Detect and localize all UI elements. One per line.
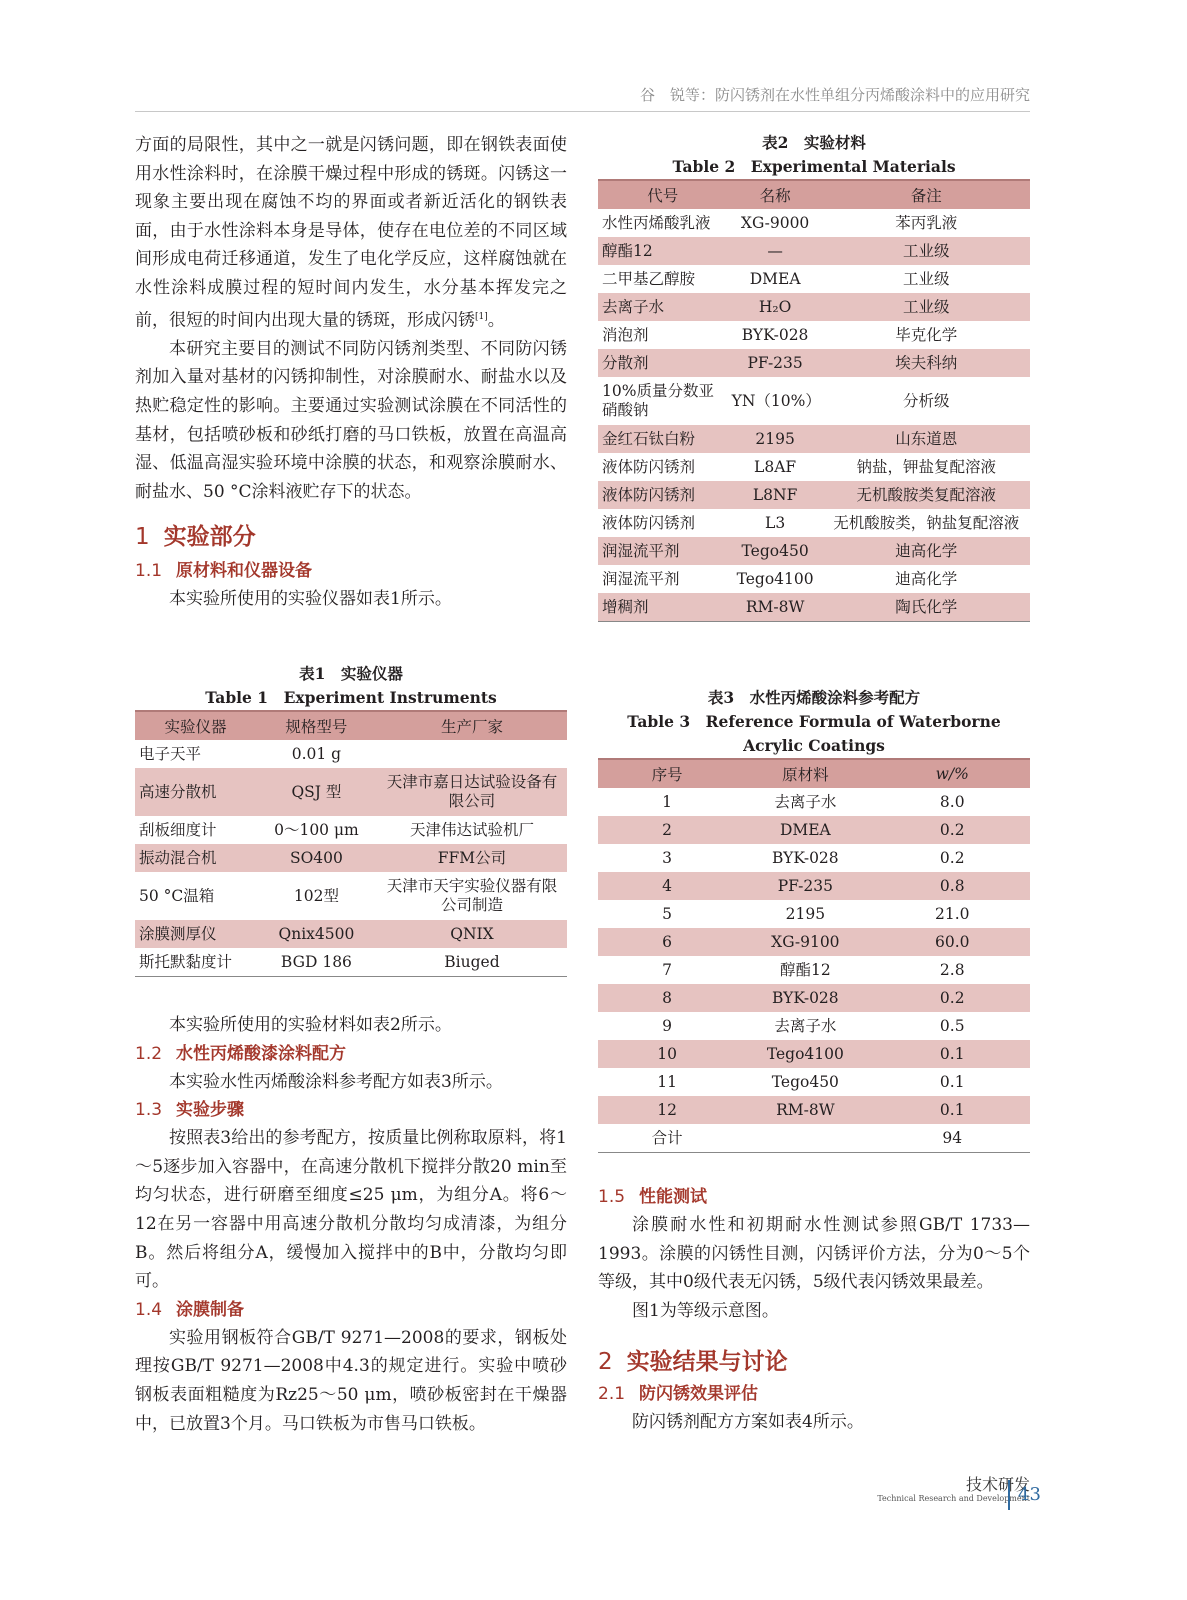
left-column-bottom xyxy=(135,1011,567,1438)
table-row xyxy=(598,900,1030,928)
table-cell: 去离子水 xyxy=(774,1016,837,1035)
right-column-bottom xyxy=(598,1183,1030,1437)
table-cell: DMEA xyxy=(749,269,801,288)
table-cell: 山东道恩 xyxy=(823,425,1030,453)
page-number: 43 xyxy=(1008,1480,1041,1510)
table-row xyxy=(598,565,1030,593)
table-row xyxy=(598,293,1030,321)
footer-section-cn: 技术研发 xyxy=(965,1475,1030,1494)
paragraph-table3-ref: 本实验水性丙烯酸涂料参考配方如表3所示。 xyxy=(169,1071,503,1092)
table-cell: 液体防闪锈剂 xyxy=(598,481,728,509)
table-cell: RM-8W xyxy=(736,1096,874,1124)
table-2-caption-en: Table 2 Experimental Materials xyxy=(672,157,956,176)
table-2-caption-cn: 表2 实验材料 xyxy=(762,133,866,152)
table-cell: 埃夫科纳 xyxy=(823,349,1030,377)
table-cell: 电子天平 xyxy=(139,744,202,763)
table-cell: 0.8 xyxy=(874,872,1030,900)
table-header: 实验仪器 xyxy=(135,711,256,740)
table-cell: BGD 186 xyxy=(280,952,352,971)
table-row xyxy=(598,984,1030,1012)
table-cell xyxy=(377,740,567,768)
table-cell: 合计 xyxy=(651,1128,683,1147)
table-cell: 分析级 xyxy=(903,391,950,410)
table-cell: 钠盐，钾盐复配溶液 xyxy=(856,457,997,476)
table-cell: 工业级 xyxy=(903,269,950,288)
table-cell: 50 °C温箱 xyxy=(139,886,215,905)
table-cell: PF-235 xyxy=(736,872,874,900)
paragraph-table2-ref: 本实验所使用的实验材料如表2所示。 xyxy=(169,1015,452,1035)
section-1-1-heading: 1.1 原材料和仪器设备 xyxy=(135,561,313,582)
table-row xyxy=(598,349,1030,377)
table-cell: 0.01 g xyxy=(291,744,342,763)
section-1-3-heading: 1.3 实验步骤 xyxy=(135,1100,245,1121)
table-cell: 无机酸胺类复配溶液 xyxy=(823,481,1030,509)
table-row xyxy=(135,816,567,844)
table-cell: 刮板细度计 xyxy=(139,820,217,839)
table-cell: 21.0 xyxy=(934,904,970,923)
table-cell: Biuged xyxy=(444,952,500,971)
table-cell: — xyxy=(728,237,823,265)
table-cell: 3 xyxy=(662,848,673,867)
table-cell: L3 xyxy=(765,513,786,532)
table-cell: 5 xyxy=(662,904,673,923)
table-cell: 0.1 xyxy=(874,1096,1030,1124)
table-cell: 0.2 xyxy=(874,816,1030,844)
table-cell: 2 xyxy=(598,816,736,844)
table-cell: 11 xyxy=(657,1072,677,1091)
table-cell: 振动混合机 xyxy=(135,844,256,872)
table-row xyxy=(598,844,1030,872)
table-cell: 60.0 xyxy=(874,928,1030,956)
table-header: 生产厂家 xyxy=(377,711,567,740)
table-cell: Tego4100 xyxy=(736,569,814,588)
table-cell: 去离子水 xyxy=(774,792,837,811)
table-row xyxy=(598,593,1030,622)
table-cell: 涂膜测厚仪 xyxy=(135,920,256,948)
paragraph-performance: 涂膜耐水性和初期耐水性测试参照GB/T 1733—1993。涂膜的闪锈性目测，闪锈评价方法，分为0～5个等级，其中0级代表无闪锈，5级代表闪锈效果最差。 xyxy=(598,1215,1030,1293)
table-cell: 迪高化学 xyxy=(823,537,1030,565)
paragraph-procedure: 按照表3给出的参考配方，按质量比例称取原料，将1～5逐步加入容器中，在高速分散机下搅拌分散20 min至均匀状态，进行研磨至细度≤25 μm，为组分A。将6～12在另一容器中用高速分散机分散均匀成清漆，为组分B。然后将组分A，缓慢加入搅拌中的B中，分散均匀即可。 xyxy=(135,1128,567,1292)
table-cell: 高速分散机 xyxy=(135,768,256,816)
table-cell: 水性丙烯酸乳液 xyxy=(602,213,711,232)
section-1-heading: 1 实验部分 xyxy=(135,524,256,551)
table-3-caption-cn: 表3 水性丙烯酸涂料参考配方 xyxy=(707,688,921,707)
table-cell: 0.2 xyxy=(939,848,965,867)
table-1 xyxy=(135,662,567,977)
table-cell: 液体防闪锈剂 xyxy=(602,513,696,532)
table-cell: 金红石钛白粉 xyxy=(598,425,728,453)
paragraph-table1-ref: 本实验所使用的实验仪器如表1所示。 xyxy=(169,589,452,610)
table-cell: Qnix4500 xyxy=(256,920,377,948)
table-header: 代号 xyxy=(598,180,728,209)
table-cell: 9 xyxy=(662,1016,673,1035)
table-cell: 0.2 xyxy=(874,984,1030,1012)
table-row xyxy=(135,920,567,948)
table-cell: 0.1 xyxy=(939,1072,965,1091)
table-cell: 分散剂 xyxy=(598,349,728,377)
table-row xyxy=(135,844,567,872)
section-1-5-heading: 1.5 性能测试 xyxy=(598,1187,708,1207)
table-cell: H₂O xyxy=(728,293,823,321)
table-cell: 工业级 xyxy=(823,237,1030,265)
table-row xyxy=(598,377,1030,425)
running-header: 谷 锐等：防闪锈剂在水性单组分丙烯酸涂料中的应用研究 xyxy=(135,84,1030,112)
table-header: 备注 xyxy=(823,180,1030,209)
table-row xyxy=(598,872,1030,900)
section-1-4-heading: 1.4 涂膜制备 xyxy=(135,1299,245,1320)
table-cell: 12 xyxy=(598,1096,736,1124)
table-cell: XG-9100 xyxy=(736,928,874,956)
table-cell: L8NF xyxy=(728,481,823,509)
table-cell: PF-235 xyxy=(728,349,823,377)
table-cell: 2.8 xyxy=(939,960,965,979)
table-row xyxy=(598,1096,1030,1124)
table-cell: 液体防闪锈剂 xyxy=(602,457,696,476)
table-cell: 10%质量分数亚硝酸钠 xyxy=(602,382,714,419)
table-cell: 94 xyxy=(942,1128,963,1147)
table-cell: 二甲基乙醇胺 xyxy=(602,269,696,288)
table-cell: BYK-028 xyxy=(772,848,839,867)
table-cell: 4 xyxy=(598,872,736,900)
table-cell: 1 xyxy=(662,792,673,811)
table-cell: 0～100 μm xyxy=(274,820,359,839)
paragraph-text: 方面的局限性，其中之一就是闪锈问题，即在钢铁表面使用水性涂料时，在涂膜干燥过程中形成的锈斑。闪锈这一现象主要出现在腐蚀不均的界面或者新近活化的钢铁表面，由于水性涂料本身是导体，使存在电位差的不同区域间形成电荷迁移通道，发生了电化学反应，这样腐蚀就在水性涂料成膜过程的短时间内发生，水分基本挥发完之前，很短的时间内出现大量的锈斑，形成闪锈 xyxy=(135,135,567,331)
table-cell: 0.5 xyxy=(939,1016,965,1035)
table-cell: BYK-028 xyxy=(736,984,874,1012)
table-header: 原材料 xyxy=(736,759,874,788)
table-cell: Tego450 xyxy=(771,1072,839,1091)
table-cell: L8AF xyxy=(754,457,797,476)
table-cell: 2195 xyxy=(785,904,826,923)
table-cell: 2195 xyxy=(728,425,823,453)
paragraph-coating-prep: 实验用钢板符合GB/T 9271—2008的要求，钢板处理按GB/T 9271—2008中4.3的规定进行。实验中喷砂钢板表面粗糙度为Rz25～50 μm，喷砂板密封在干燥器中，已放置3个月。马口铁板为市售马口铁板。 xyxy=(135,1327,567,1434)
table-header: 序号 xyxy=(598,759,736,788)
section-1-2-heading: 1.2 水性丙烯酸漆涂料配方 xyxy=(135,1043,347,1064)
table-row xyxy=(135,740,567,768)
table-cell: YN（10%） xyxy=(731,391,821,410)
table-row xyxy=(598,928,1030,956)
table-header: 规格型号 xyxy=(256,711,377,740)
table-row xyxy=(598,265,1030,293)
table-row xyxy=(598,1124,1030,1153)
table-cell: 醇酯12 xyxy=(779,960,831,979)
table-cell: 天津市嘉日达试验设备有限公司 xyxy=(377,768,567,816)
table-cell: 102型 xyxy=(293,886,339,905)
table-cell: FFM公司 xyxy=(377,844,567,872)
table-cell: 工业级 xyxy=(823,293,1030,321)
paragraph-aim: 本研究主要目的测试不同防闪锈剂类型、不同防闪锈剂加入量对基材的闪锈抑制性，对涂膜耐水、耐盐水以及热贮稳定性的影响。主要通过实验测试涂膜在不同活性的基材，包括喷砂板和砂纸打磨的马口铁板，放置在高温高湿、低温高湿实验环境中涂膜的状态，和观察涂膜耐水、耐盐水、50 °C涂料液贮存下的状态。 xyxy=(135,338,567,502)
table-cell: 无机酸胺类，钠盐复配溶液 xyxy=(833,513,1020,532)
table-row xyxy=(135,872,567,920)
table-cell: QSJ 型 xyxy=(256,768,377,816)
table-cell: XG-9000 xyxy=(740,213,810,232)
table-cell: Tego4100 xyxy=(736,1040,874,1068)
table-row xyxy=(598,509,1030,537)
table-cell: 毕克化学 xyxy=(895,325,958,344)
table-row xyxy=(598,816,1030,844)
table-cell: 消泡剂 xyxy=(602,325,649,344)
table-row xyxy=(598,956,1030,984)
table-header: 名称 xyxy=(728,180,823,209)
table-row xyxy=(598,209,1030,237)
table-1-caption-cn: 表1 实验仪器 xyxy=(299,664,403,683)
section-2-heading: 2 实验结果与讨论 xyxy=(598,1349,788,1376)
table-cell: 苯丙乳液 xyxy=(895,213,958,232)
table-row xyxy=(598,1040,1030,1068)
table-row xyxy=(598,481,1030,509)
table-cell: DMEA xyxy=(736,816,874,844)
table-row xyxy=(598,425,1030,453)
table-cell: SO400 xyxy=(256,844,377,872)
table-header: w/% xyxy=(874,759,1030,788)
table-cell xyxy=(736,1124,874,1153)
table-row xyxy=(598,1012,1030,1040)
citation: [1] xyxy=(475,311,488,322)
table-cell: BYK-028 xyxy=(741,325,809,344)
table-cell: 润湿流平剂 xyxy=(598,537,728,565)
paragraph-figure-ref: 图1为等级示意图。 xyxy=(632,1300,779,1321)
footer-section-en: Technical Research and Development xyxy=(877,1494,1030,1503)
table-row xyxy=(598,788,1030,816)
table-cell: RM-8W xyxy=(728,593,823,622)
table-row xyxy=(598,321,1030,349)
table-cell: 8.0 xyxy=(939,792,965,811)
table-row xyxy=(135,768,567,816)
table-cell: QNIX xyxy=(377,920,567,948)
table-cell: 0.1 xyxy=(874,1040,1030,1068)
table-cell: 6 xyxy=(598,928,736,956)
table-row xyxy=(598,537,1030,565)
paragraph-table4-ref: 防闪锈剂配方方案如表4所示。 xyxy=(632,1412,864,1433)
table-cell: 醇酯12 xyxy=(598,237,728,265)
table-cell: 10 xyxy=(598,1040,736,1068)
section-2-1-heading: 2.1 防闪锈效果评估 xyxy=(598,1384,759,1405)
table-cell: 7 xyxy=(662,960,673,979)
left-column-top xyxy=(135,131,567,614)
table-2 xyxy=(598,131,1030,622)
table-cell: 润湿流平剂 xyxy=(602,569,680,588)
table-3-caption-en: Table 3 Reference Formula of Waterborne Acrylic Coatings xyxy=(627,712,1001,755)
table-3 xyxy=(598,686,1030,1153)
table-cell: 天津市天宇实验仪器有限公司制造 xyxy=(386,877,558,914)
table-cell: Tego450 xyxy=(728,537,823,565)
table-cell: 陶氏化学 xyxy=(823,593,1030,622)
table-cell: 8 xyxy=(598,984,736,1012)
table-row xyxy=(598,1068,1030,1096)
table-cell: 增稠剂 xyxy=(598,593,728,622)
table-cell: 天津伟达试验机厂 xyxy=(409,820,534,839)
table-cell: 迪高化学 xyxy=(895,569,958,588)
table-1-caption-en: Table 1 Experiment Instruments xyxy=(205,688,497,707)
table-row xyxy=(135,948,567,977)
table-row xyxy=(598,453,1030,481)
table-cell: 斯托默黏度计 xyxy=(139,952,233,971)
punct: 。 xyxy=(487,310,505,331)
table-row xyxy=(598,237,1030,265)
paragraph-intro xyxy=(135,131,567,335)
table-cell: 去离子水 xyxy=(598,293,728,321)
